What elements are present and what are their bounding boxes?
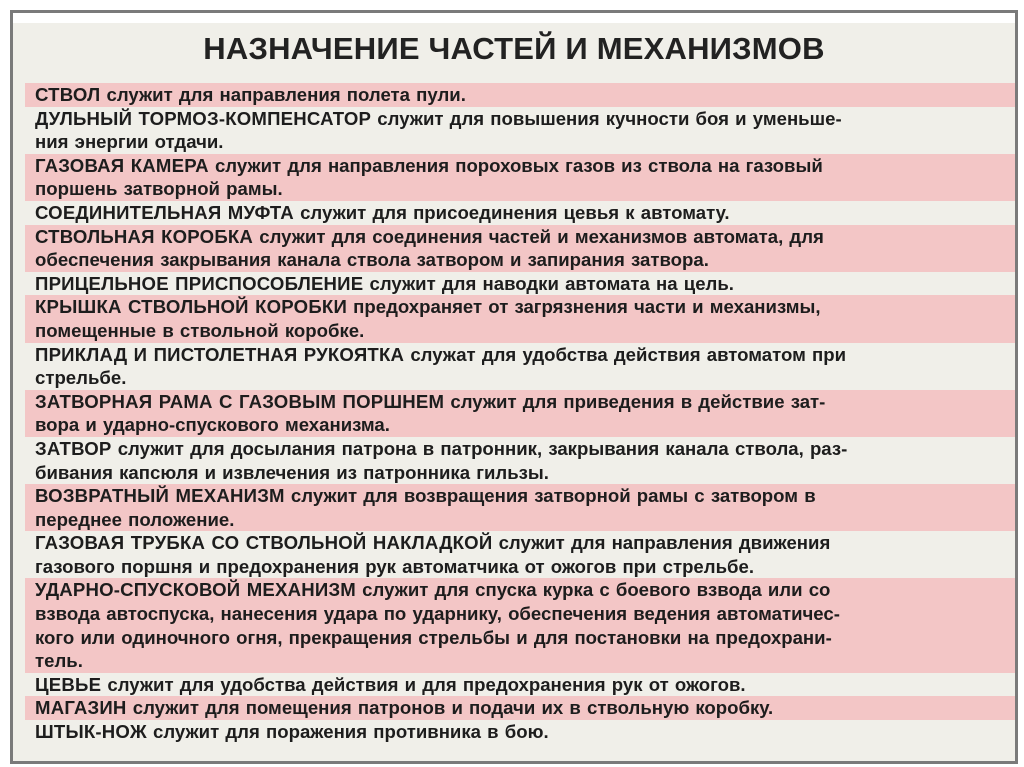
list-item-description: служит для направления пороховых газов из ствола на газовый bbox=[208, 154, 823, 176]
list-item-description: служит для спуска курка с боевого взвода или со bbox=[356, 579, 831, 601]
list-item-description: служит для повышения кучности боя и уменьше- bbox=[371, 107, 842, 129]
list-item-description: служат для удобства действия автоматом при bbox=[404, 343, 847, 365]
list-item bbox=[25, 107, 1018, 154]
list-item-description: служит для направления движения bbox=[492, 532, 831, 554]
top-strip bbox=[13, 13, 1015, 23]
list-item-term: ГАЗОВАЯ КАМЕРА bbox=[35, 154, 209, 176]
list-item-line: вора и ударно-спускового механизма. bbox=[35, 414, 390, 436]
list-item-description: служит для возвращения затворной рамы с затвором в bbox=[284, 485, 816, 507]
list-item-line bbox=[35, 673, 1013, 697]
list-item-term: ДУЛЬНЫЙ ТОРМОЗ-КОМПЕНСАТОР bbox=[35, 107, 372, 129]
list-item bbox=[25, 531, 1018, 578]
list-item-line bbox=[35, 696, 1013, 720]
list-item-description: служит для удобства действия и для предохранения рук от ожогов. bbox=[101, 673, 746, 695]
list-item-line bbox=[35, 484, 1013, 508]
list-item-line: газового поршня и предохранения рук автоматчика от ожогов при стрельбе. bbox=[35, 555, 755, 577]
list-item-line: обеспечения закрывания канала ствола затвором и запирания затвора. bbox=[35, 249, 709, 271]
list-item-term: ЗАТВОР bbox=[35, 437, 112, 459]
list-item-line bbox=[35, 83, 1013, 107]
list-item-description: служит для досылания патрона в патронник, закрывания канала ствола, раз- bbox=[111, 437, 848, 459]
list-item bbox=[25, 578, 1018, 672]
list-item bbox=[25, 673, 1018, 697]
list-item-line bbox=[35, 390, 1013, 414]
list-item-line: кого или одиночного огня, прекращения стрельбы и для постановки на предохрани- bbox=[35, 626, 832, 648]
list-item-line bbox=[35, 437, 1013, 461]
list-item bbox=[25, 437, 1018, 484]
list-item-term: МАГАЗИН bbox=[35, 697, 127, 719]
list-item-term: УДАРНО-СПУСКОВОЙ МЕХАНИЗМ bbox=[35, 579, 356, 601]
list-item-term: ЗАТВОРНАЯ РАМА С ГАЗОВЫМ ПОРШНЕМ bbox=[35, 390, 445, 412]
list-item-line bbox=[35, 201, 1013, 225]
list-item-description: служит для приведения в действие зат- bbox=[444, 390, 826, 412]
content-list bbox=[25, 83, 1018, 744]
list-item-line bbox=[35, 720, 1013, 744]
list-item-line bbox=[35, 295, 1013, 319]
list-item-line: тель. bbox=[35, 650, 83, 672]
list-item bbox=[25, 83, 1018, 107]
list-item-line bbox=[35, 343, 1013, 367]
list-item bbox=[25, 343, 1018, 390]
list-item-term: ГАЗОВАЯ ТРУБКА СО СТВОЛЬНОЙ НАКЛАДКОЙ bbox=[35, 532, 493, 554]
list-item-description: служит для поражения противника в бою. bbox=[146, 721, 549, 743]
list-item-line: бивания капсюля и извлечения из патронника гильзы. bbox=[35, 461, 549, 483]
list-item-line bbox=[35, 272, 1013, 296]
list-item-line bbox=[35, 107, 1013, 131]
list-item-description: служит для присоединения цевья к автомату. bbox=[293, 201, 730, 223]
list-item-line bbox=[35, 531, 1013, 555]
poster-title: НАЗНАЧЕНИЕ ЧАСТЕЙ И МЕХАНИЗМОВ bbox=[203, 31, 825, 66]
list-item bbox=[25, 696, 1018, 720]
list-item bbox=[25, 390, 1018, 437]
list-item bbox=[25, 201, 1018, 225]
list-item-line: стрельбе. bbox=[35, 367, 127, 389]
list-item-line: поршень затворной рамы. bbox=[35, 178, 283, 200]
list-item-term: ВОЗВРАТНЫЙ МЕХАНИЗМ bbox=[35, 485, 285, 507]
list-item-term: ПРИКЛАД И ПИСТОЛЕТНАЯ РУКОЯТКА bbox=[35, 343, 405, 365]
list-item-description: предохраняет от загрязнения части и механизмы, bbox=[347, 296, 821, 318]
list-item bbox=[25, 484, 1018, 531]
list-item bbox=[25, 720, 1018, 744]
list-item-description: служит для соединения частей и механизмов автомата, для bbox=[253, 225, 824, 247]
list-item bbox=[25, 295, 1018, 342]
list-item-line bbox=[35, 578, 1013, 602]
list-item-term: СТВОЛЬНАЯ КОРОБКА bbox=[35, 225, 254, 247]
list-item-term: ПРИЦЕЛЬНОЕ ПРИСПОСОБЛЕНИЕ bbox=[35, 272, 364, 294]
list-item-term: КРЫШКА СТВОЛЬНОЙ КОРОБКИ bbox=[35, 296, 348, 318]
list-item bbox=[25, 225, 1018, 272]
list-item-term: СОЕДИНИТЕЛЬНАЯ МУФТА bbox=[35, 201, 294, 223]
list-item-line: переднее положение. bbox=[35, 508, 235, 530]
list-item-line: ния энергии отдачи. bbox=[35, 131, 224, 153]
list-item-line: взвода автоспуска, нанесения удара по ударнику, обеспечения ведения автоматичес- bbox=[35, 603, 840, 625]
list-item-description: служит для помещения патронов и подачи их в ствольную коробку. bbox=[126, 697, 774, 719]
list-item bbox=[25, 154, 1018, 201]
list-item-description: служит для наводки автомата на цель. bbox=[363, 272, 734, 294]
list-item-term: ШТЫК-НОЖ bbox=[35, 721, 147, 743]
list-item-line: помещенные в ствольной коробке. bbox=[35, 319, 365, 341]
list-item-term: ЦЕВЬЕ bbox=[35, 673, 102, 695]
list-item-line bbox=[35, 225, 1013, 249]
list-item bbox=[25, 272, 1018, 296]
list-item-line bbox=[35, 154, 1013, 178]
list-item-term: СТВОЛ bbox=[35, 84, 101, 105]
poster bbox=[10, 10, 1018, 764]
list-item-description: служит для направления полета пули. bbox=[100, 84, 466, 105]
